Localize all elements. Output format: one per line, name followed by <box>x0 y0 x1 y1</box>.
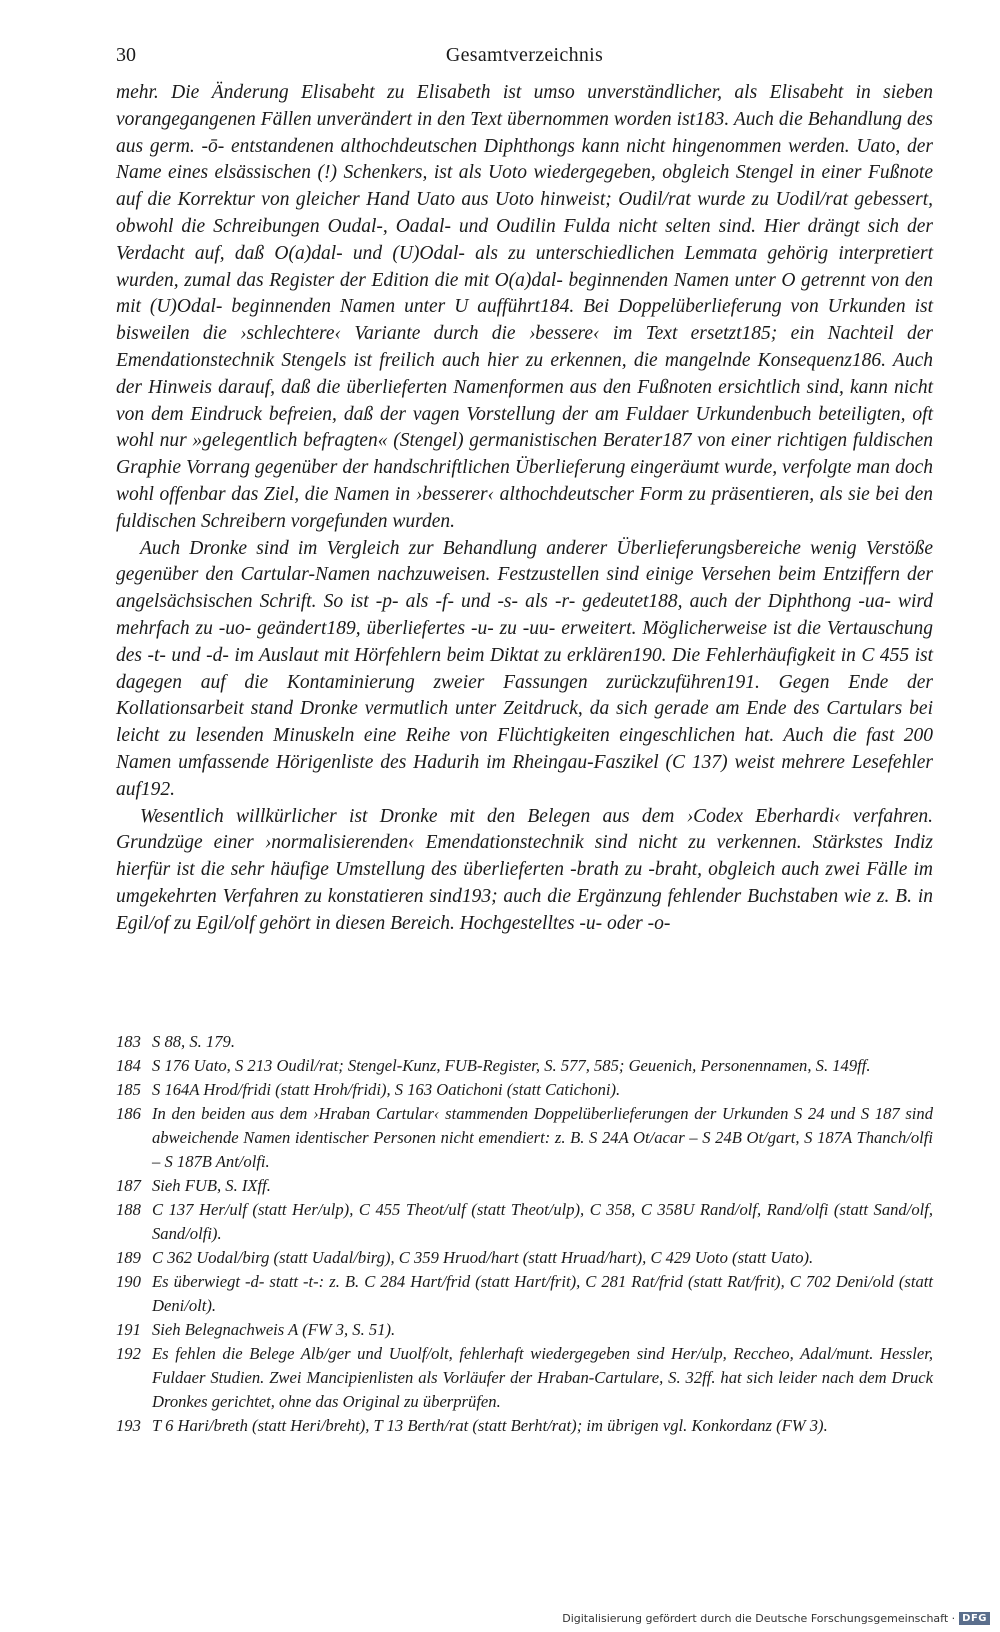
body-paragraph: mehr. Die Änderung Elisabeht zu Elisabeth ist umso unverständlicher, als Elisabeht in sieben vorangegangenen Fällen unverändert in den Text übernommen worden ist183. Auch die Behandlung des aus germ. -ō- entstandenen althochdeutschen Diphthongs kann nicht hingenommen werden. Uato, der Name eines elsässischen (!) Schenkers, ist als Uoto wiedergegeben, obgleich Stengel in einer Fußnote auf die Korrektur von gleicher Hand Uato aus Uoto hinweist; Oudil/rat wurde zu Uodil/rat gebessert, obwohl die Schreibungen Oudal-, Oadal- und Oudilin Fulda nicht selten sind. Hier drängt sich der Verdacht auf, daß O(a)dal- und (U)Odal- als zu unterschiedlichen Lemmata gehörig interpretiert wurden, zumal das Register der Edition die mit O(a)dal- beginnenden Namen unter O getrennt von den mit (U)Odal- beginnenden Namen unter U aufführt184. Bei Doppelüberlieferung von Urkunden ist bisweilen die ›schlechtere‹ Variante durch die ›bessere‹ im Text ersetzt185; ein Nachteil der Emendationstechnik Stengels ist freilich auch hier zu erkennen, die mangelnde Konsequenz186. Auch der Hinweis darauf, daß die überlieferten Namenformen aus den Fußnoten ersichtlich sind, kann nicht von dem Eindruck befreien, daß der vagen Vorstellung der am Fuldaer Urkundenbuch beteiligten, oft wohl nur »gelegentlich befragten« (Stengel) germanistischen Berater187 von einer richtigen fuldischen Graphie Vorrang gegenüber der handschriftlichen Überlieferung eingeräumt wurde, verfolgte man doch wohl offenbar das Ziel, die Namen in ›besserer‹ althochdeutscher Form zu präsentieren, als sie bei den fuldischen Schreibern vorgefunden wurden. <box>116 82 933 532</box>
running-head: Gesamtverzeichnis <box>445 44 604 66</box>
footnote <box>116 1414 933 1438</box>
footnote <box>116 1078 933 1102</box>
footnote-number: 193 <box>116 1416 141 1435</box>
footnote-number: 189 <box>116 1248 141 1267</box>
footnote-text: T 6 Hari/breth (statt Heri/breht), T 13 Berth/rat (statt Berht/rat); im übrigen vgl. Konkordanz (FW 3). <box>152 1416 828 1435</box>
body-text <box>116 80 933 938</box>
digitization-credit <box>562 1610 990 1626</box>
footnote-number: 186 <box>116 1104 141 1123</box>
footnote-text: S 176 Uato, S 213 Oudil/rat; Stengel-Kunz, FUB-Register, S. 577, 585; Geuenich, Personennamen, S. 149ff. <box>152 1056 871 1075</box>
footnote-number: 187 <box>116 1176 141 1195</box>
page-header <box>116 44 933 74</box>
page-number: 30 <box>116 44 136 66</box>
footnote-number: 191 <box>116 1320 141 1339</box>
footnote <box>116 1246 933 1270</box>
footnote <box>116 1174 933 1198</box>
footnote-text: Sieh Belegnachweis A (FW 3, S. 51). <box>152 1320 396 1339</box>
footnote-text: C 137 Her/ulf (statt Her/ulp), C 455 Theot/ulf (statt Theot/ulp), C 358, C 358U Rand/olf, Rand/olfi (statt Sand/olf, Sand/olfi). <box>152 1200 933 1243</box>
footnote-text: Es überwiegt -d- statt -t-: z. B. C 284 Hart/frid (statt Hart/frit), C 281 Rat/frid (statt Rat/frit), C 702 Deni/old (statt Deni/olt). <box>152 1272 933 1315</box>
body-paragraph: Auch Dronke sind im Vergleich zur Behandlung anderer Überlieferungsbereiche wenig Verstöße gegenüber den Cartular-Namen nachzuweisen. Festzustellen sind einige Versehen beim Entziffern der angelsächsischen Schrift. So ist -p- als -f- und -s- als -r- gedeutet188, auch der Diphthong -ua- wird mehrfach zu -uo- geändert189, überliefertes -u- zu -uu- erweitert. Möglicherweise ist die Vertauschung des -t- und -d- im Auslaut mit Hörfehlern beim Diktat zu erklären190. Die Fehlerhäufigkeit in C 455 ist dagegen auf die Kontaminierung zweier Fassungen zurückzuführen191. Gegen Ende der Kollationsarbeit stand Dronke vermutlich unter Zeitdruck, da sich gerade am Ende des Cartulars bei leicht zu lesenden Minuskeln eine Reihe von Flüchtigkeiten eingeschlichen hat. Auch die fast 200 Namen umfassende Hörigenliste des Hadurih im Rheingau-Faszikel (C 137) weist mehrere Lesefehler auf192. <box>116 537 933 800</box>
footnote-text: Es fehlen die Belege Alb/ger und Uuolf/olt, fehlerhaft wiedergegeben sind Her/ulp, Reccheo, Adal/munt. Hessler, Fuldaer Studien. Zwei Mancipienlisten als Vorläufer der Hraban-Cartulare, S. 32ff. hat sich leider nach dem Druck Dronkes gerichtet, ohne das Original zu überprüfen. <box>152 1344 933 1411</box>
footnote-text: Sieh FUB, S. IXff. <box>152 1176 271 1195</box>
footnote <box>116 1102 933 1174</box>
footnote-text: S 88, S. 179. <box>152 1032 235 1051</box>
footnote <box>116 1198 933 1246</box>
footnote-number: 188 <box>116 1200 141 1219</box>
footnote-text: S 164A Hrod/fridi (statt Hroh/fridi), S 163 Oatichoni (statt Catichoni). <box>152 1080 621 1099</box>
body-paragraph: Wesentlich willkürlicher ist Dronke mit den Belegen aus dem ›Codex Eberhardi‹ verfahren. Grundzüge einer ›normalisierenden‹ Emendationstechnik sind nicht zu verkennen. Stärkstes Indiz hierfür ist die sehr häufige Umstellung des überlieferten -brath zu -braht, obgleich auch zwei Fälle im umgekehrten Verfahren zu konstatieren sind193; auch die Ergänzung fehlender Buchstaben wie z. B. in Egil/of zu Egil/olf gehört in diesen Bereich. Hochgestelltes -u- oder -o- <box>116 805 933 934</box>
footnote <box>116 1054 933 1078</box>
dfg-logo-icon[interactable]: DFG <box>959 1612 990 1625</box>
footnote <box>116 1342 933 1414</box>
footnote-number: 192 <box>116 1344 141 1363</box>
footnote-number: 190 <box>116 1272 141 1291</box>
footnote-number: 183 <box>116 1032 141 1051</box>
footnote <box>116 1030 933 1054</box>
footnote-text: C 362 Uodal/birg (statt Uadal/birg), C 359 Hruod/hart (statt Hruad/hart), C 429 Uoto (statt Uato). <box>152 1248 814 1267</box>
footnote-number: 185 <box>116 1080 141 1099</box>
footnote <box>116 1270 933 1318</box>
credit-text: Digitalisierung gefördert durch die Deutsche Forschungsgemeinschaft · <box>562 1611 956 1625</box>
footnotes <box>116 1030 933 1438</box>
footnote <box>116 1318 933 1342</box>
footnote-number: 184 <box>116 1056 141 1075</box>
footnote-text: In den beiden aus dem ›Hraban Cartular‹ stammenden Doppelüberlieferungen der Urkunden S 24 und S 187 sind abweichende Namen identischer Personen nicht emendiert: z. B. S 24A Ot/acar – S 24B Ot/gart, S 187A Thanch/olfi – S 187B Ant/olfi. <box>152 1104 933 1171</box>
